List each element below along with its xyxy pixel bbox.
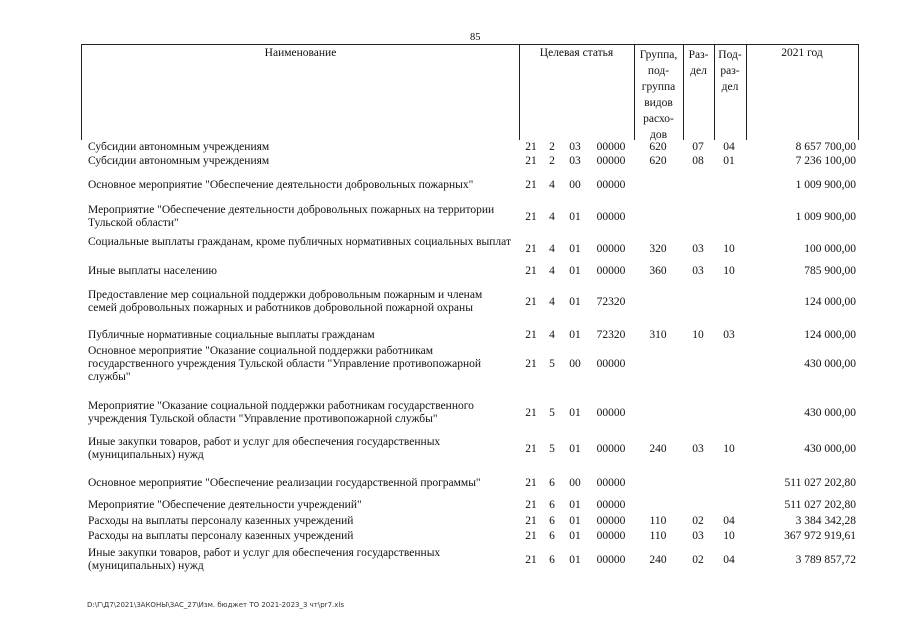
row-prz: 04 (723, 141, 735, 153)
file-path-footer: D:\Г\Д7\2021\ЗАКОНЫ\ЗАС_27\Изм. бюджет ТО 2021-2023_3 чт\pr7.xls (87, 601, 344, 609)
header-name: Наименование (264, 47, 337, 59)
table-row (0, 547, 905, 573)
table-row (0, 530, 905, 543)
row-amount: 124 000,00 (804, 329, 856, 341)
row-t2: 4 (549, 243, 555, 255)
row-t2: 6 (549, 499, 555, 511)
row-t2: 6 (549, 554, 555, 566)
header-line: дел (721, 81, 739, 93)
table-row (0, 436, 905, 462)
row-t3: 01 (569, 515, 581, 527)
header-line: дов (649, 129, 668, 141)
row-t4: 00000 (596, 530, 626, 542)
row-t1: 21 (525, 141, 537, 153)
row-prz: 01 (723, 155, 735, 167)
row-name: Основное мероприятие "Обеспечение деятельности добровольных пожарных" (88, 179, 474, 191)
row-t1: 21 (525, 211, 537, 223)
row-t2: 5 (549, 443, 555, 455)
header-line: Раз- (688, 49, 709, 61)
table-row (0, 400, 905, 426)
row-amount: 100 000,00 (804, 243, 856, 255)
row-name: Иные закупки товаров, работ и услуг для обеспечения государственных (муниципальных) нужд (88, 436, 441, 461)
row-t4: 00000 (596, 265, 626, 277)
row-t3: 01 (569, 530, 581, 542)
row-t1: 21 (525, 554, 537, 566)
row-prz: 03 (723, 329, 735, 341)
row-t4: 00000 (596, 443, 626, 455)
table-row (0, 204, 905, 230)
header-year: 2021 год (781, 47, 823, 59)
row-t1: 21 (525, 407, 537, 419)
row-name: Основное мероприятие "Оказание социальной поддержки работникам государственного учреждения Тульской области "Управление противопожарной службы" (88, 345, 482, 383)
table-row (0, 345, 905, 384)
row-amount: 3 789 857,72 (795, 554, 856, 566)
row-rz: 10 (692, 329, 704, 341)
row-rz: 02 (692, 554, 704, 566)
row-t4: 00000 (596, 211, 626, 223)
row-t2: 4 (549, 179, 555, 191)
row-rz: 03 (692, 530, 704, 542)
row-t4: 00000 (596, 179, 626, 191)
table-row (0, 477, 905, 490)
row-name: Субсидии автономным учреждениям (88, 155, 270, 167)
row-name: Социальные выплаты гражданам, кроме публичных нормативных социальных выплат (88, 236, 511, 248)
row-name: Расходы на выплаты персоналу казенных учреждений (88, 530, 354, 542)
table-body (0, 139, 905, 579)
row-grp: 110 (649, 515, 667, 527)
row-t3: 01 (569, 265, 581, 277)
header-line: Группа, (639, 49, 678, 61)
table-header (81, 44, 859, 140)
row-t4: 00000 (596, 477, 626, 489)
row-t3: 01 (569, 296, 581, 308)
column-divider (746, 45, 747, 140)
row-t2: 5 (549, 358, 555, 370)
row-t1: 21 (525, 329, 537, 341)
header-line: расхо- (643, 113, 674, 125)
row-t4: 00000 (596, 515, 626, 527)
page-number: 85 (470, 32, 481, 43)
row-grp: 620 (649, 155, 667, 167)
row-t2: 4 (549, 329, 555, 341)
row-prz: 04 (723, 554, 735, 566)
row-amount: 1 009 900,00 (795, 179, 856, 191)
row-t3: 01 (569, 554, 581, 566)
row-t4: 72320 (596, 329, 626, 341)
row-name: Предоставление мер социальной поддержки добровольным пожарным и членам семей добровольных пожарных и работников добровольной пожарной охраны (88, 289, 483, 314)
row-rz: 07 (692, 141, 704, 153)
header-line: дел (690, 65, 707, 77)
row-t1: 21 (525, 179, 537, 191)
row-prz: 10 (723, 530, 735, 542)
row-prz: 10 (723, 443, 735, 455)
row-t3: 01 (569, 243, 581, 255)
row-t4: 00000 (596, 141, 626, 153)
table-row (0, 515, 905, 528)
row-name: Мероприятие "Обеспечение деятельности добровольных пожарных на территории Тульской области" (88, 204, 495, 229)
column-divider (519, 45, 520, 140)
row-rz: 08 (692, 155, 704, 167)
row-t1: 21 (525, 515, 537, 527)
row-rz: 03 (692, 243, 704, 255)
row-t3: 00 (569, 477, 581, 489)
row-name: Мероприятие "Обеспечение деятельности учреждений" (88, 499, 362, 511)
row-amount: 367 972 919,61 (784, 530, 856, 542)
row-t1: 21 (525, 155, 537, 167)
row-amount: 430 000,00 (804, 358, 856, 370)
row-grp: 240 (649, 554, 667, 566)
table-row (0, 265, 905, 278)
row-grp: 320 (649, 243, 667, 255)
row-t1: 21 (525, 477, 537, 489)
table-row (0, 179, 905, 192)
row-t1: 21 (525, 296, 537, 308)
table-row (0, 141, 905, 154)
row-t2: 5 (549, 407, 555, 419)
row-amount: 430 000,00 (804, 443, 856, 455)
row-name: Расходы на выплаты персоналу казенных учреждений (88, 515, 354, 527)
row-t4: 00000 (596, 358, 626, 370)
table-row (0, 499, 905, 512)
row-amount: 8 657 700,00 (795, 141, 856, 153)
row-t1: 21 (525, 243, 537, 255)
row-amount: 430 000,00 (804, 407, 856, 419)
row-t3: 01 (569, 499, 581, 511)
row-prz: 10 (723, 265, 735, 277)
row-t2: 4 (549, 211, 555, 223)
row-grp: 310 (649, 329, 667, 341)
header-line: Под- (718, 49, 742, 61)
row-t1: 21 (525, 358, 537, 370)
row-amount: 511 027 202,80 (784, 499, 856, 511)
row-rz: 03 (692, 443, 704, 455)
row-t1: 21 (525, 530, 537, 542)
row-t4: 00000 (596, 243, 626, 255)
row-rz: 02 (692, 515, 704, 527)
table-row (0, 289, 905, 315)
row-name: Мероприятие "Оказание социальной поддержки работникам государственного учреждения Тульской области "Управление противопожарной службы" (88, 400, 474, 425)
row-amount: 511 027 202,80 (784, 477, 856, 489)
row-amount: 7 236 100,00 (795, 155, 856, 167)
row-t4: 00000 (596, 499, 626, 511)
table-row (0, 236, 905, 262)
row-grp: 240 (649, 443, 667, 455)
row-t1: 21 (525, 265, 537, 277)
header-line: под- (647, 65, 670, 77)
row-t2: 6 (549, 530, 555, 542)
row-grp: 110 (649, 530, 667, 542)
header-expense-group (634, 47, 683, 143)
row-t3: 01 (569, 211, 581, 223)
header-line: раз- (720, 65, 740, 77)
row-t2: 2 (549, 155, 555, 167)
row-grp: 360 (649, 265, 667, 277)
header-line: видов (644, 97, 673, 109)
row-t3: 00 (569, 179, 581, 191)
header-line: группа (641, 81, 676, 93)
row-t3: 01 (569, 407, 581, 419)
row-amount: 124 000,00 (804, 296, 856, 308)
row-t4: 00000 (596, 554, 626, 566)
row-name: Субсидии автономным учреждениям (88, 141, 270, 153)
row-t1: 21 (525, 499, 537, 511)
row-amount: 3 384 342,28 (795, 515, 856, 527)
row-name: Иные закупки товаров, работ и услуг для обеспечения государственных (муниципальных) нужд (88, 547, 441, 572)
header-razdel (683, 47, 714, 79)
row-grp: 620 (649, 141, 667, 153)
row-amount: 1 009 900,00 (795, 211, 856, 223)
row-t2: 6 (549, 477, 555, 489)
row-t2: 4 (549, 296, 555, 308)
row-t3: 03 (569, 155, 581, 167)
row-t1: 21 (525, 443, 537, 455)
row-t2: 4 (549, 265, 555, 277)
row-t2: 2 (549, 141, 555, 153)
row-t3: 03 (569, 141, 581, 153)
row-prz: 10 (723, 243, 735, 255)
table-row (0, 329, 905, 342)
row-t3: 00 (569, 358, 581, 370)
row-t4: 72320 (596, 296, 626, 308)
row-prz: 04 (723, 515, 735, 527)
row-t3: 01 (569, 329, 581, 341)
row-name: Публичные нормативные социальные выплаты гражданам (88, 329, 375, 341)
row-t4: 00000 (596, 407, 626, 419)
row-name: Иные выплаты населению (88, 265, 217, 277)
row-amount: 785 900,00 (804, 265, 856, 277)
row-name: Основное мероприятие "Обеспечение реализации государственной программы" (88, 477, 481, 489)
row-t2: 6 (549, 515, 555, 527)
row-t4: 00000 (596, 155, 626, 167)
header-podrazdel (714, 47, 746, 95)
header-target-article: Целевая статья (539, 47, 614, 59)
table-row (0, 155, 905, 168)
row-t3: 01 (569, 443, 581, 455)
row-rz: 03 (692, 265, 704, 277)
